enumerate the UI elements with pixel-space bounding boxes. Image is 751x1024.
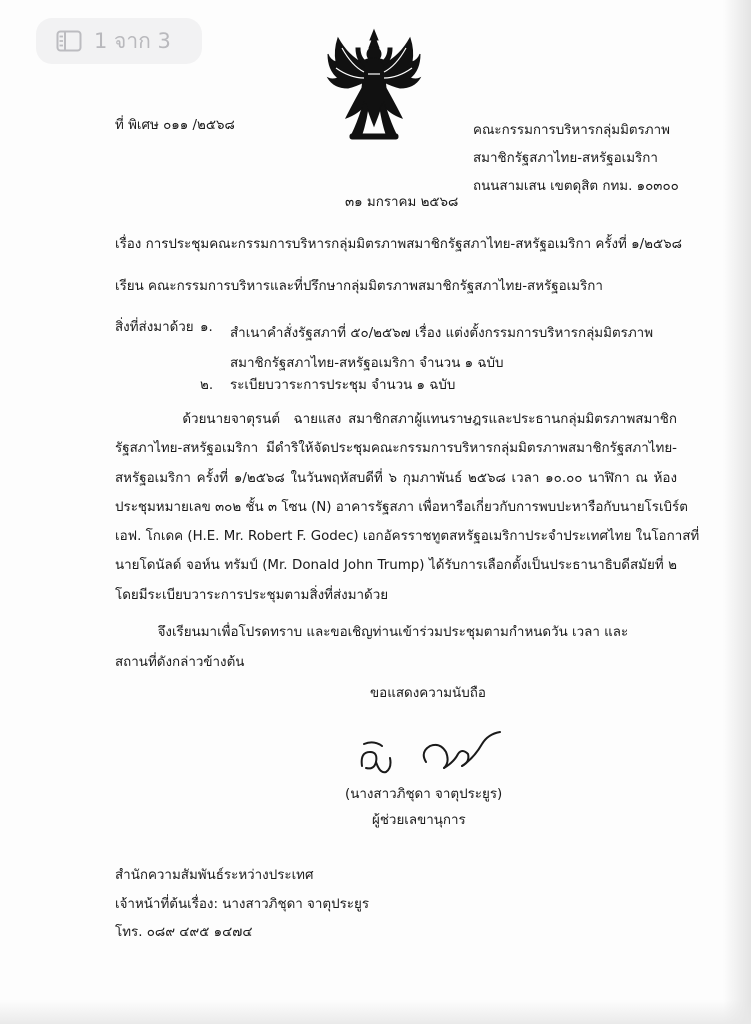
garuda-emblem [322,26,426,144]
letter-body [115,405,700,610]
org-line: สมาชิกรัฐสภาไทย-สหรัฐอเมริกา [473,151,658,166]
handwritten-signature [350,722,520,784]
regards: ขอแสดงความนับถือ [370,686,486,701]
body-line: ประชุมหมายเลข ๓๐๒ ชั้น ๓ โซน (N) อาคารรัฐสภา เพื่อหารือเกี่ยวกับการพบปะหารือกับนายโรเบิร์ต [115,499,688,515]
body-line: ด้วยนายจาตุรนต์ ฉายแสง สมาชิกสภาผู้แทนราษฎรและประธานกลุ่มมิตรภาพสมาชิก [115,412,677,427]
contact-office [115,862,369,948]
enclosure-line: สำเนาคำสั่งรัฐสภาที่ ๕๐/๒๕๖๗ เรื่อง แต่งตั้งกรรมการบริหารกลุ่มมิตรภาพ [230,326,654,341]
letter-subject: เรื่อง การประชุมคณะกรรมการบริหารกลุ่มมิตรภาพสมาชิกรัฐสภาไทย-สหรัฐอเมริกา ครั้งที่ ๑/๒๕๖๘ [115,237,682,252]
org-line: ถนนสามเสน เขตดุสิต กทม. ๑๐๓๐๐ [473,179,679,194]
reference-number: ที่ พิเศษ ๐๑๑ /๒๕๖๘ [115,118,235,133]
signer-title: ผู้ช่วยเลขานุการ [372,813,466,828]
page-indicator-label: 1 จาก 3 [94,28,171,53]
closing-line: สถานที่ดังกล่าวข้างต้น [115,655,245,670]
signer-name: (นางสาวภิชุดา จาตุประยูร) [345,787,503,802]
office-line: สำนักความสัมพันธ์ระหว่างประเทศ [115,868,314,883]
body-line: นายโดนัลด์ จอห์น ทรัมป์ (Mr. Donald John Trump) ได้รับการเลือกตั้งเป็นประธานาธิบดีสมัยที่ ๒ [115,558,677,574]
page-thumbnails-icon [56,30,82,52]
body-line: เอฟ. โกเดค (H.E. Mr. Robert F. Godec) เอกอัครราชทูตสหรัฐอเมริกาประจำประเทศไทย ในโอกาสที่ [115,529,700,545]
body-line: สหรัฐอเมริกา ครั้งที่ ๑/๒๕๖๘ ในวันพฤหัสบดีที่ ๖ กุมภาพันธ์ ๒๕๖๘ เวลา ๑๐.๐๐ นาฬิกา ณ ห้อง [115,470,677,486]
page-indicator[interactable] [36,18,202,64]
body-line: รัฐสภาไทย-สหรัฐอเมริกา มีดำริให้จัดประชุมคณะกรรมการบริหารกลุ่มมิตรภาพสมาชิกรัฐสภาไทย- [115,441,677,457]
office-line: โทร. ๐๘๙ ๔๙๕ ๑๔๗๔ [115,925,253,940]
enclosure-item: ระเบียบวาระการประชุม จำนวน ๑ ฉบับ [230,378,456,393]
enclosures-label: สิ่งที่ส่งมาด้วย [115,320,194,335]
enclosure-number: ๒. [200,378,214,393]
page-edge-shadow [0,1000,751,1024]
office-line: เจ้าหน้าที่ต้นเรื่อง: นางสาวภิชุดา จาตุประยูร [115,896,370,912]
body-line: โดยมีระเบียบวาระการประชุมตามสิ่งที่ส่งมาด้วย [115,587,389,603]
letter-closing [115,618,628,678]
enclosure-number: ๑. [200,320,213,335]
enclosure-line: สมาชิกรัฐสภาไทย-สหรัฐอเมริกา จำนวน ๑ ฉบับ [230,356,504,371]
org-line: คณะกรรมการบริหารกลุ่มมิตรภาพ [473,123,670,138]
page-edge-shadow [723,0,751,1024]
closing-line: จึงเรียนมาเพื่อโปรดทราบ และขอเชิญท่านเข้าร่วมประชุมตามกำหนดวัน เวลา และ [115,625,629,640]
sender-organization [473,117,679,201]
enclosure-item [230,319,653,379]
letter-salutation: เรียน คณะกรรมการบริหารและที่ปรึกษากลุ่มมิตรภาพสมาชิกรัฐสภาไทย-สหรัฐอเมริกา [115,279,603,294]
letter-date: ๓๑ มกราคม ๒๕๖๘ [345,195,459,210]
